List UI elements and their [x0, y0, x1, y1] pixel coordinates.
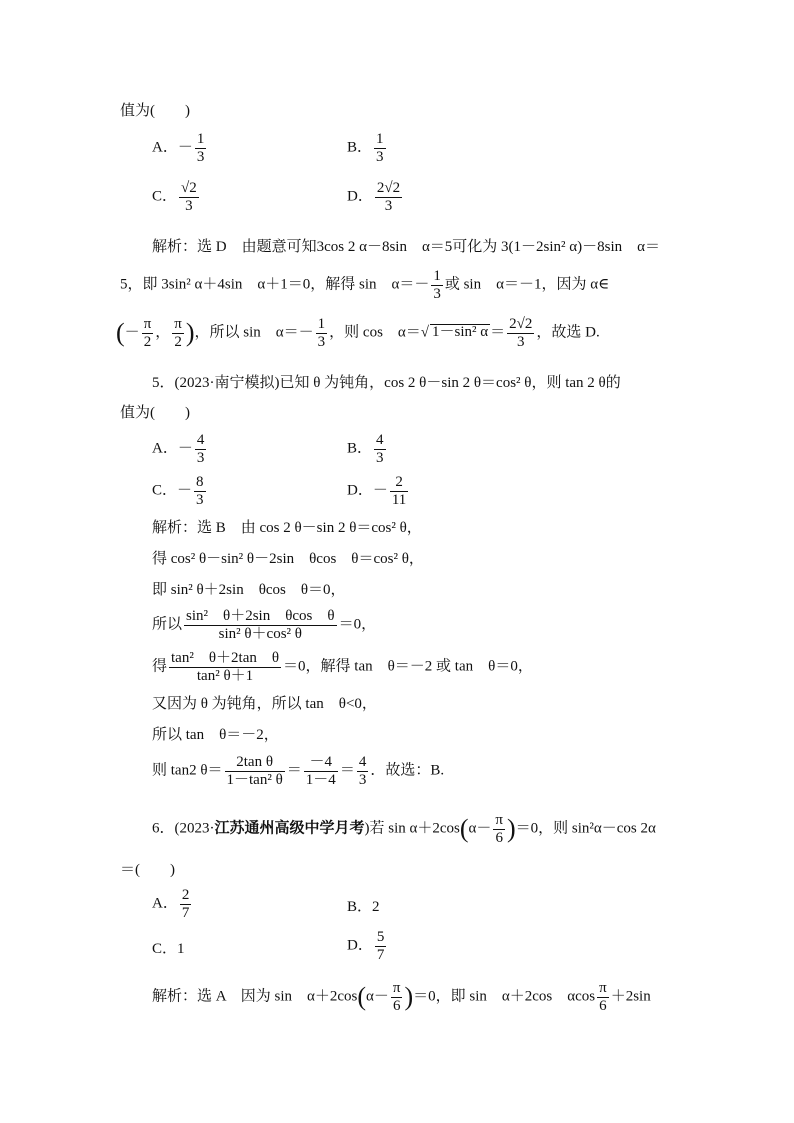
option-d: D．－ $\frac{2}{11}$ — [347, 474, 407, 508]
solution-line: 即 sin² θ＋2sin θcos θ＝0， — [152, 582, 346, 598]
option-a: A．－ $\frac{4}{3}$ — [152, 432, 205, 466]
option-d: D． $\frac{2√2}{3}$ — [347, 180, 401, 214]
option-b: B． $\frac{4}{3}$ — [347, 432, 384, 466]
option-label: C． — [152, 188, 178, 205]
option-label: D． — [347, 188, 373, 205]
question-6-stem-cont: ＝( ) — [120, 862, 175, 878]
solution-line: 得 cos² θ－sin² θ－2sin θcos θ＝cos² θ， — [152, 551, 424, 567]
option-c: C．－ $\frac{8}{3}$ — [152, 474, 204, 508]
question-5-stem-cont: 值为( ) — [120, 405, 190, 421]
solution-line: 得 $\frac{\text{tan² θ＋2tan θ}}{\text{tan² θ＋1}}$ ＝0，解得 tan θ＝－2 或 tan θ＝0， — [152, 650, 533, 684]
option-d: D． $\frac{5}{7}$ — [347, 929, 385, 963]
option-b: B．2 — [347, 899, 380, 915]
option-b: B． $\frac{1}{3}$ — [347, 131, 384, 165]
solution-line: 解析：选 D 由题意可知3cos 2 α－8sin α＝5可化为 3(1－2sin² α)－8sin α＝ — [152, 239, 661, 255]
question-5-stem: 5．(2023·南宁模拟)已知 θ 为钝角，cos 2 θ－sin 2 θ＝cos² θ，则 tan 2 θ的 — [152, 375, 621, 391]
solution-line: 所以 tan θ＝－2， — [152, 727, 279, 743]
solution-line: 又因为 θ 为钝角，所以 tan θ<0， — [152, 696, 377, 712]
option-label: A． — [152, 139, 178, 156]
solution-line: 5，即 3sin² α＋4sin α＋1＝0，解得 sin α＝－ $\frac{1}{3}$ 或 sin α＝－1，因为 α∈ — [120, 268, 610, 302]
option-c: C．1 — [152, 941, 185, 957]
solution-line: 解析：选 B 由 cos 2 θ－sin 2 θ＝cos² θ， — [152, 520, 422, 536]
solution-line: 解析：选 A 因为 sin α＋2cos(α－ $\frac{\pi}{6}$ )＝0，即 sin α＋2cos αcos $\frac{\pi}{6}$ ＋2sin — [152, 980, 651, 1014]
option-c: C． $\frac{√2}{3}$ — [152, 180, 197, 214]
option-label: B． — [347, 139, 373, 156]
question-continuation: 值为( ) — [120, 103, 190, 119]
solution-line: 则 tan2 θ＝ $\frac{\text{2tan θ}}{\text{1－tan² θ}}$ ＝ $\frac{-4}{1-4}$ ＝ $\frac{4}{3}$ ．故选：B. — [152, 754, 445, 788]
option-a: A． $\frac{2}{7}$ — [152, 887, 190, 921]
solution-line: (－ $\frac{\pi}{2}$ ， $\frac{\pi}{2}$ )，所以 sin α＝－ $\frac{1}{3}$ ，则 cos α＝√ 1－sin² α ＝ $\frac{2√2}{3}$ ，故选 D. — [116, 316, 600, 350]
question-6-stem: 6．(2023·江苏通州高级中学月考)若 sin α＋2cos(α－ $\frac{\pi}{6}$ )＝0，则 sin²α－cos 2α — [152, 812, 656, 846]
solution-line: 所以 $\frac{\text{sin² θ＋2sin θcos θ}}{\text{sin² θ＋cos² θ}}$ ＝0， — [152, 608, 377, 642]
option-a: A．－ $\frac{1}{3}$ — [152, 131, 205, 165]
